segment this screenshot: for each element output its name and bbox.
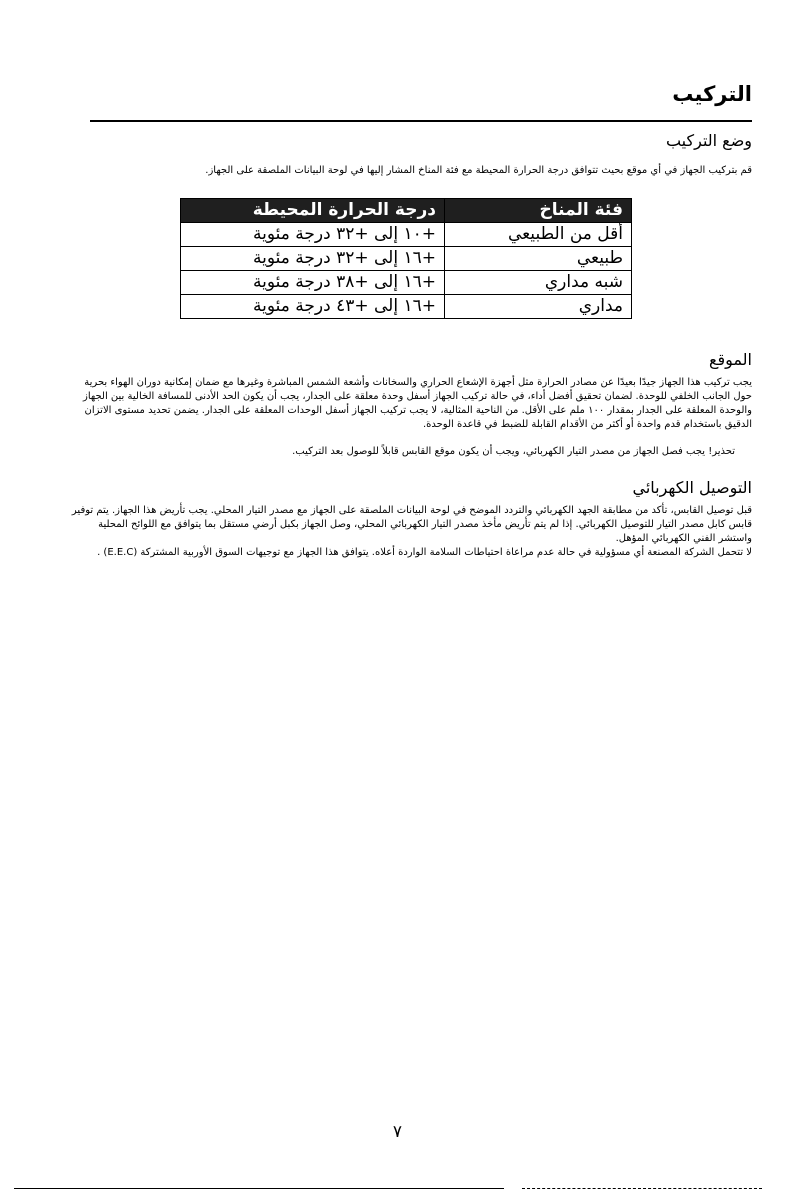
cell-ambient-temp: +١٦ إلى +٣٢ درجة مئوية [181,247,445,271]
table-row [181,223,632,247]
header-ambient-temp: درجة الحرارة المحيطة [181,199,445,223]
title-divider [90,120,752,122]
table-row [181,247,632,271]
table-row [181,295,632,319]
footer-divider [14,1188,504,1189]
location-heading: الموقع [709,350,752,369]
cell-ambient-temp: +١٦ إلى +٣٨ درجة مئوية [181,271,445,295]
cell-ambient-temp: +١٠ إلى +٣٢ درجة مئوية [181,223,445,247]
cell-climate-class: أقل من الطبيعي [445,223,632,247]
electrical-heading: التوصيل الكهربائي [632,478,752,497]
climate-class-table [180,198,632,319]
footer-dashed-divider [522,1188,762,1189]
location-text: يجب تركيب هذا الجهاز جيدًا بعيدًا عن مصادر الحرارة مثل أجهزة الإشعاع الحراري والسخانات وأشعة الشمس المباشرة وغيرها مع ضمان إمكانية دوران الهواء بحرية حول الجانب الخلفي للوحدة. لضمان تحقيق أفضل أداء، في حالة تركيب الجهاز أسفل وحدة معلقة على الجدار، يجب أن يكون الحد الأدنى للمسافة الخالية بين الجهاز والوحدة المعلقة على الجدار بمقدار ١٠٠ ملم على الأقل. من الناحية المثالية، لا يجب تركيب الجهاز أسفل الوحدات المعلقة على الجدار. يضمن تحديد مستوى الاتزان الدقيق باستخدام قدم واحدة أو أكثر من الأقدام القابلة للضبط في قاعدة الوحدة. [82,377,752,430]
table-header-row [181,199,632,223]
cell-climate-class: مداري [445,295,632,319]
header-climate-class: فئة المناخ [445,199,632,223]
cell-climate-class: طبيعي [445,247,632,271]
cell-ambient-temp: +١٦ إلى +٤٣ درجة مئوية [181,295,445,319]
page-title: التركيب [672,82,752,106]
page-number: ٧ [392,1122,403,1142]
placement-heading: وضع التركيب [665,131,752,150]
electrical-liability-text: لا تتحمل الشركة المصنعة أي مسؤولية في حالة عدم مراعاة احتياطات السلامة الواردة أعلاه. يتوافق هذا الجهاز مع توجيهات السوق الأوربية المشتركة (E.E.C) . [97,547,752,558]
table-row [181,271,632,295]
cell-climate-class: شبه مداري [445,271,632,295]
electrical-text: قبل توصيل القابس، تأكد من مطابقة الجهد الكهربائي والتردد الموضح في لوحة البيانات الملصقة على الجهاز مع مصدر التيار المحلي. يجب تأريض هذا الجهاز. يتم توفير قابس كابل مصدر التيار للتوصيل الكهربائي. إذا لم يتم تأريض مأخذ مصدر التيار الكهربائي المحلي، وصل الجهاز بكبل أرضي مستقل بما يتوافق مع اللوائح المحلية واستشر الفني الكهربائي المؤهل. [71,505,752,544]
warning-text: تحذير! يجب فصل الجهاز من مصدر التيار الكهربائي، ويجب أن يكون موقع القابس قابلاً للوصول بعد التركيب. [292,446,735,457]
placement-text: قم بتركيب الجهاز في أي موقع بحيث تتوافق درجة الحرارة المحيطة مع فئة المناخ المشار إليها في لوحة البيانات الملصقة على الجهاز. [205,165,752,176]
